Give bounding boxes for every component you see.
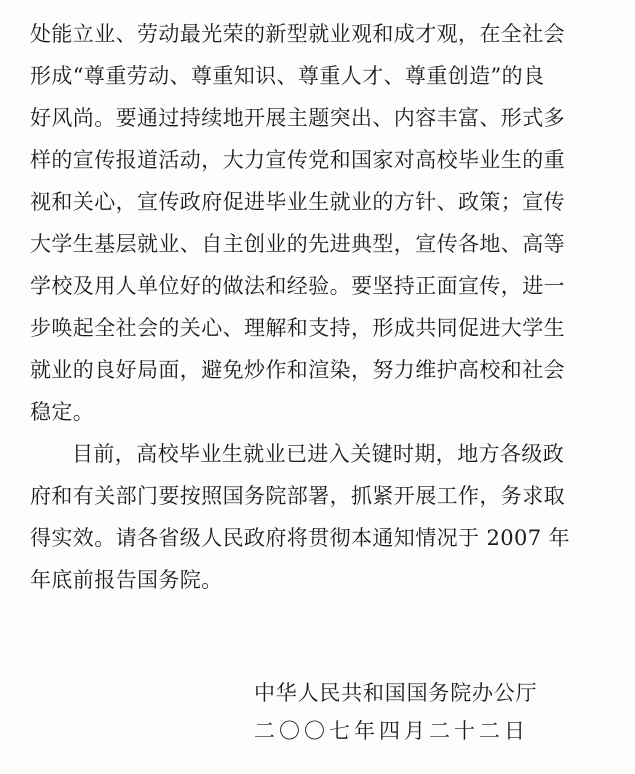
paragraph-1-line-3: 好风尚。要通过持续地开展主题突出、内容丰富、形式多: [30, 106, 565, 130]
paragraph-1-line-9: 就业的良好局面，避免炒作和渲染，努力维护高校和社会: [30, 358, 565, 382]
paragraph-1-line-10: 稳定。: [30, 400, 95, 424]
paragraph-1-line-1: 处能立业、劳动最光荣的新型就业观和成才观，在全社会: [30, 22, 565, 46]
paragraph-1-line-2: 形成“尊重劳动、尊重知识、尊重人才、尊重创造”的良: [30, 64, 545, 88]
paragraph-1-line-6: 大学生基层就业、自主创业的先进典型，宣传各地、高等: [30, 232, 565, 256]
paragraph-2-line-1: 目前，高校毕业生就业已进入关键时期，地方各级政: [72, 442, 565, 466]
paragraph-1-line-8: 步唤起全社会的关心、理解和支持，形成共同促进大学生: [30, 316, 565, 340]
paragraph-1-line-5: 视和关心，宣传政府促进毕业生就业的方针、政策；宣传: [30, 190, 565, 214]
paragraph-2-line-3: 得实效。请各省级人民政府将贯彻本通知情况于 2007 年: [30, 526, 570, 550]
paragraph-1-line-7: 学校及用人单位好的做法和经验。要坚持正面宣传，进一: [30, 274, 565, 298]
paragraph-2-line-2: 府和有关部门要按照国务院部署，抓紧开展工作，务求取: [30, 484, 565, 508]
issue-date: 二〇〇七年四月二十二日: [254, 719, 529, 743]
issuer-signature: 中华人民共和国国务院办公厅: [254, 681, 538, 705]
paragraph-2-line-4: 年底前报告国务院。: [30, 568, 223, 592]
paragraph-1-line-4: 样的宣传报道活动，大力宣传党和国家对高校毕业生的重: [30, 148, 565, 172]
